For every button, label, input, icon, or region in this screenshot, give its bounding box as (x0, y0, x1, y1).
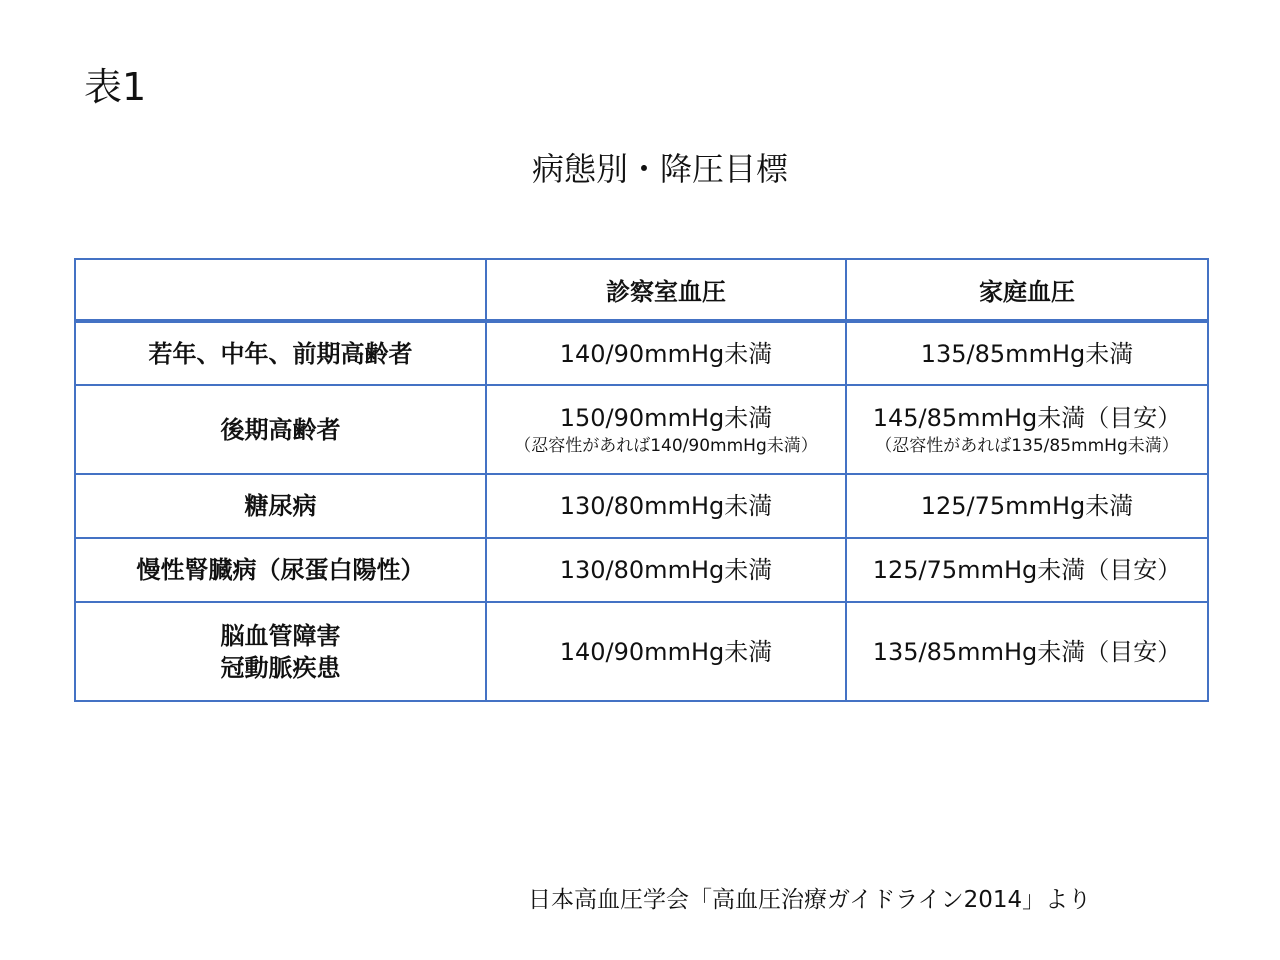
clinic-bp-value: 130/80mmHg未満 (486, 474, 846, 538)
row-label-line: 脳血管障害 (220, 621, 341, 650)
clinic-bp-cell (486, 385, 846, 474)
home-bp-note: （忍容性があれば135/85mmHg未満） (875, 435, 1179, 456)
clinic-bp-value: 140/90mmHg未満 (486, 602, 846, 701)
header-clinic-bp: 診察室血圧 (486, 259, 846, 321)
row-label: 慢性腎臓病（尿蛋白陽性） (75, 538, 486, 602)
header-corner-cell (75, 259, 486, 321)
row-label-cell (75, 602, 486, 701)
home-bp-value: 135/85mmHg未満 (846, 321, 1208, 385)
row-label: 糖尿病 (75, 474, 486, 538)
home-bp-value: 135/85mmHg未満（目安） (846, 602, 1208, 701)
page-title: 病態別・降圧目標 (531, 150, 788, 188)
home-bp-value: 125/75mmHg未満 (846, 474, 1208, 538)
clinic-bp-value: 140/90mmHg未満 (486, 321, 846, 385)
home-bp-cell (846, 385, 1208, 474)
clinic-bp-value: 130/80mmHg未満 (486, 538, 846, 602)
home-bp-value: 145/85mmHg未満（目安） (872, 403, 1182, 432)
bp-target-table (74, 258, 1209, 702)
home-bp-value: 125/75mmHg未満（目安） (846, 538, 1208, 602)
table-row (75, 321, 1208, 385)
source-citation: 日本高血圧学会「高血圧治療ガイドライン2014」より (528, 887, 1092, 913)
slide-label: 表1 (84, 65, 147, 109)
row-label: 後期高齢者 (75, 385, 486, 474)
table-row (75, 385, 1208, 474)
table-row (75, 538, 1208, 602)
row-label: 若年、中年、前期高齢者 (75, 321, 486, 385)
row-label-line: 冠動脈疾患 (220, 653, 341, 682)
table-row (75, 474, 1208, 538)
table-row (75, 602, 1208, 701)
table-header-row (75, 259, 1208, 321)
clinic-bp-note: （忍容性があれば140/90mmHg未満） (514, 435, 818, 456)
header-home-bp: 家庭血圧 (846, 259, 1208, 321)
clinic-bp-value: 150/90mmHg未満 (559, 403, 773, 432)
